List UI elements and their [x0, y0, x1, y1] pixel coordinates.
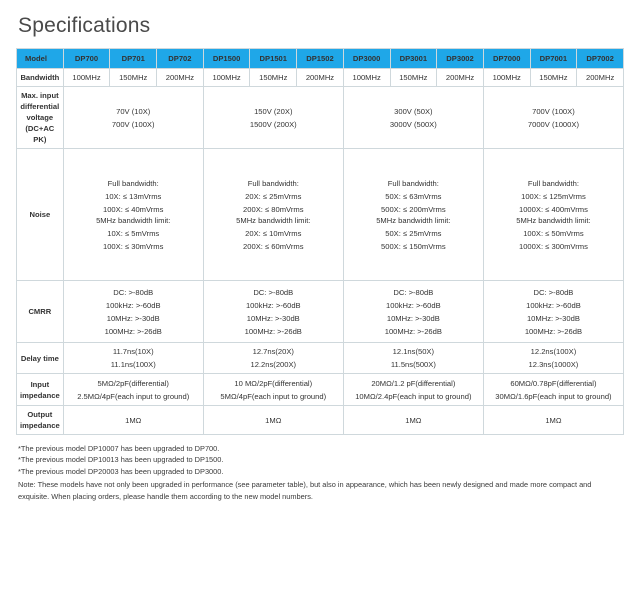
footnote-line-1: *The previous model DP10007 has been upgraded to DP700.	[18, 444, 220, 453]
cell-line: 100MHz: >-26dB	[244, 326, 302, 336]
cell-noise-dp700-group	[63, 149, 203, 281]
cell-bandwidth-dp702: 200MHz	[157, 69, 204, 87]
cell-line: 200X: ≤ 80mVrms	[243, 204, 304, 214]
cell-line: 100X: ≤ 30mVrms	[102, 241, 164, 251]
cell-maxinput-dp3000-group	[343, 87, 483, 149]
cell-bandwidth-dp7000: 100MHz	[483, 69, 530, 87]
column-header-model: Model	[17, 49, 64, 69]
footnote-line-3: *The previous model DP20003 has been upgraded to DP3000.	[18, 466, 224, 476]
cell-line: 700V (100X)	[111, 119, 155, 129]
cell-line: 1000X: ≤ 400mVrms	[518, 204, 588, 214]
cell-line: 50X: ≤ 63mVrms	[385, 191, 442, 201]
cell-input-impedance-dp7000-group	[483, 374, 623, 406]
column-header-dp702: DP702	[157, 49, 204, 69]
footnote-note: Note: These models have not only been upgraded in performance (see parameter table), but also in appearance, which has been newly designed and made more compact and exquisite. When placing orders, please handle them according to the new model numbers.	[18, 480, 592, 501]
cell-line: 20X: ≤ 25mVrms	[245, 191, 302, 201]
cell-line: 500X: ≤ 150mVrms	[381, 241, 446, 251]
table-row	[17, 69, 624, 87]
cell-line: 10 MΩ/2pF(differential)	[234, 378, 313, 388]
cell-cmrr-dp1500-group	[203, 281, 343, 343]
cell-bandwidth-dp700: 100MHz	[63, 69, 110, 87]
column-header-dp1501: DP1501	[250, 49, 297, 69]
cell-line: DC: >-80dB	[533, 287, 574, 297]
cell-line: DC: >-80dB	[393, 287, 434, 297]
table-row	[17, 149, 624, 281]
cell-line: 100kHz: >-60dB	[386, 300, 441, 310]
column-header-dp7002: DP7002	[577, 49, 624, 69]
cell-line: 100X: ≤ 125mVrms	[521, 191, 586, 201]
specifications-table	[16, 48, 624, 435]
cell-line: 20X: ≤ 10mVrms	[245, 228, 302, 238]
column-header-dp1500: DP1500	[203, 49, 250, 69]
column-header-dp7000: DP7000	[483, 49, 530, 69]
cell-bandwidth-dp7002: 200MHz	[577, 69, 624, 87]
cell-line: 100MHz: >-26dB	[104, 326, 162, 336]
cell-line: 100kHz: >-60dB	[245, 300, 301, 310]
row-label-bandwidth: Bandwidth	[17, 69, 64, 87]
cell-line: 10MHz: >-30dB	[386, 313, 440, 323]
cell-line: 100MHz: >-26dB	[384, 326, 442, 336]
cell-cmrr-dp700-group	[63, 281, 203, 343]
cell-line: 3000V (500X)	[389, 119, 437, 129]
cell-delay-dp1500-group	[203, 343, 343, 374]
footnotes	[18, 443, 618, 502]
cell-output-impedance-dp1500-group: 1MΩ	[203, 406, 343, 435]
cell-line: 200X: ≤ 60mVrms	[243, 241, 304, 251]
cell-delay-dp7000-group	[483, 343, 623, 374]
cell-line: 5MHz bandwidth limit:	[96, 215, 171, 225]
cell-line: 70V (10X)	[116, 106, 151, 116]
cell-line: 10X: ≤ 13mVrms	[105, 191, 162, 201]
column-header-dp701: DP701	[110, 49, 157, 69]
table-row	[17, 87, 624, 149]
cell-line: 5MHz bandwidth limit:	[516, 215, 591, 225]
cell-line: 60MΩ/0.78pF(differential)	[510, 378, 597, 388]
row-label-max-input-differential-voltage: Max. input differential voltage (DC+AC PK)	[17, 87, 64, 149]
cell-bandwidth-dp7001: 150MHz	[530, 69, 577, 87]
cell-input-impedance-dp3000-group	[343, 374, 483, 406]
cell-line: 700V (100X)	[532, 106, 575, 116]
cell-maxinput-dp700-group	[63, 87, 203, 149]
column-header-dp7001: DP7001	[530, 49, 577, 69]
cell-bandwidth-dp3001: 150MHz	[390, 69, 437, 87]
column-header-dp3000: DP3000	[343, 49, 390, 69]
row-label-delay-time: Delay time	[17, 343, 64, 374]
cell-line: 11.7ns(10X)	[112, 347, 154, 356]
cell-input-impedance-dp1500-group	[203, 374, 343, 406]
cell-line: Full bandwidth:	[247, 178, 299, 188]
cell-line: 150V (20X)	[254, 106, 293, 116]
cell-line: 12.2ns(200X)	[250, 360, 297, 369]
table-body	[17, 69, 624, 435]
cell-line: 2.5MΩ/4pF(each input to ground)	[77, 391, 190, 401]
column-header-dp1502: DP1502	[297, 49, 344, 69]
table-row	[17, 343, 624, 374]
cell-noise-dp1500-group	[203, 149, 343, 281]
cell-output-impedance-dp700-group: 1MΩ	[63, 406, 203, 435]
cell-line: 10X: ≤ 5mVrms	[107, 228, 160, 238]
cell-delay-dp700-group	[63, 343, 203, 374]
cell-line: 5MHz bandwidth limit:	[376, 215, 451, 225]
cell-line: DC: >-80dB	[253, 287, 294, 297]
table-row	[17, 374, 624, 406]
cell-line: 100MHz: >-26dB	[524, 326, 583, 336]
cell-input-impedance-dp700-group	[63, 374, 203, 406]
cell-line: 11.5ns(500X)	[390, 360, 436, 369]
cell-line: 10MΩ/2.4pF(each input to ground)	[355, 391, 472, 401]
cell-noise-dp7000-group	[483, 149, 623, 281]
cell-line: 20MΩ/1.2 pF(differential)	[371, 378, 456, 388]
row-label-noise: Noise	[17, 149, 64, 281]
row-label-input-impedance: Input impedance	[17, 374, 64, 406]
cell-bandwidth-dp3000: 100MHz	[343, 69, 390, 87]
cell-line: 100kHz: >-60dB	[526, 300, 581, 310]
table-row	[17, 406, 624, 435]
cell-line: 12.2ns(100X)	[530, 347, 577, 356]
table-row	[17, 281, 624, 343]
cell-noise-dp3000-group	[343, 149, 483, 281]
table-header	[17, 49, 624, 69]
cell-line: 11.1ns(100X)	[110, 360, 156, 369]
cell-line: Full bandwidth:	[107, 178, 159, 188]
cell-line: 100kHz: >-60dB	[105, 300, 161, 310]
cell-line: 1500V (200X)	[249, 119, 297, 129]
cell-line: 30MΩ/1.6pF(each input to ground)	[495, 391, 612, 401]
cell-delay-dp3000-group	[343, 343, 483, 374]
column-header-dp700: DP700	[63, 49, 110, 69]
cell-line: Full bandwidth:	[527, 178, 579, 188]
column-header-dp3002: DP3002	[437, 49, 484, 69]
cell-bandwidth-dp1502: 200MHz	[297, 69, 344, 87]
cell-line: 100X: ≤ 50mVrms	[523, 228, 584, 238]
cell-bandwidth-dp1500: 100MHz	[203, 69, 250, 87]
column-header-dp3001: DP3001	[390, 49, 437, 69]
cell-output-impedance-dp3000-group: 1MΩ	[343, 406, 483, 435]
cell-cmrr-dp3000-group	[343, 281, 483, 343]
cell-bandwidth-dp3002: 200MHz	[437, 69, 484, 87]
cell-output-impedance-dp7000-group: 1MΩ	[483, 406, 623, 435]
cell-line: DC: >-80dB	[113, 287, 154, 297]
cell-line: 10MHz: >-30dB	[246, 313, 300, 323]
cell-line: 5MHz bandwidth limit:	[236, 215, 311, 225]
cell-line: 5MΩ/2pF(differential)	[97, 378, 169, 388]
cell-line: 300V (50X)	[394, 106, 433, 116]
cell-cmrr-dp7000-group	[483, 281, 623, 343]
cell-line: 100X: ≤ 40mVrms	[102, 204, 164, 214]
cell-line: 50X: ≤ 25mVrms	[385, 228, 442, 238]
cell-bandwidth-dp701: 150MHz	[110, 69, 157, 87]
table-header-row	[17, 49, 624, 69]
cell-line: 7000V (1000X)	[527, 119, 579, 129]
page-title: Specifications	[18, 14, 151, 37]
cell-line: 500X: ≤ 200mVrms	[381, 204, 446, 214]
cell-line: 10MHz: >-30dB	[526, 313, 580, 323]
cell-line: 12.1ns(50X)	[392, 347, 435, 356]
cell-line: 1000X: ≤ 300mVrms	[518, 241, 588, 251]
cell-bandwidth-dp1501: 150MHz	[250, 69, 297, 87]
cell-maxinput-dp1500-group	[203, 87, 343, 149]
row-label-output-impedance: Output impedance	[17, 406, 64, 435]
cell-line: Full bandwidth:	[387, 178, 439, 188]
footnote-line-2: *The previous model DP10013 has been upgraded to DP1500.	[18, 455, 224, 465]
cell-line: 10MHz: >-30dB	[106, 313, 160, 323]
row-label-cmrr: CMRR	[17, 281, 64, 343]
cell-maxinput-dp7000-group	[483, 87, 623, 149]
cell-line: 5MΩ/4pF(each input to ground)	[220, 391, 327, 401]
cell-line: 12.7ns(20X)	[252, 347, 294, 356]
cell-line: 12.3ns(1000X)	[528, 360, 579, 369]
